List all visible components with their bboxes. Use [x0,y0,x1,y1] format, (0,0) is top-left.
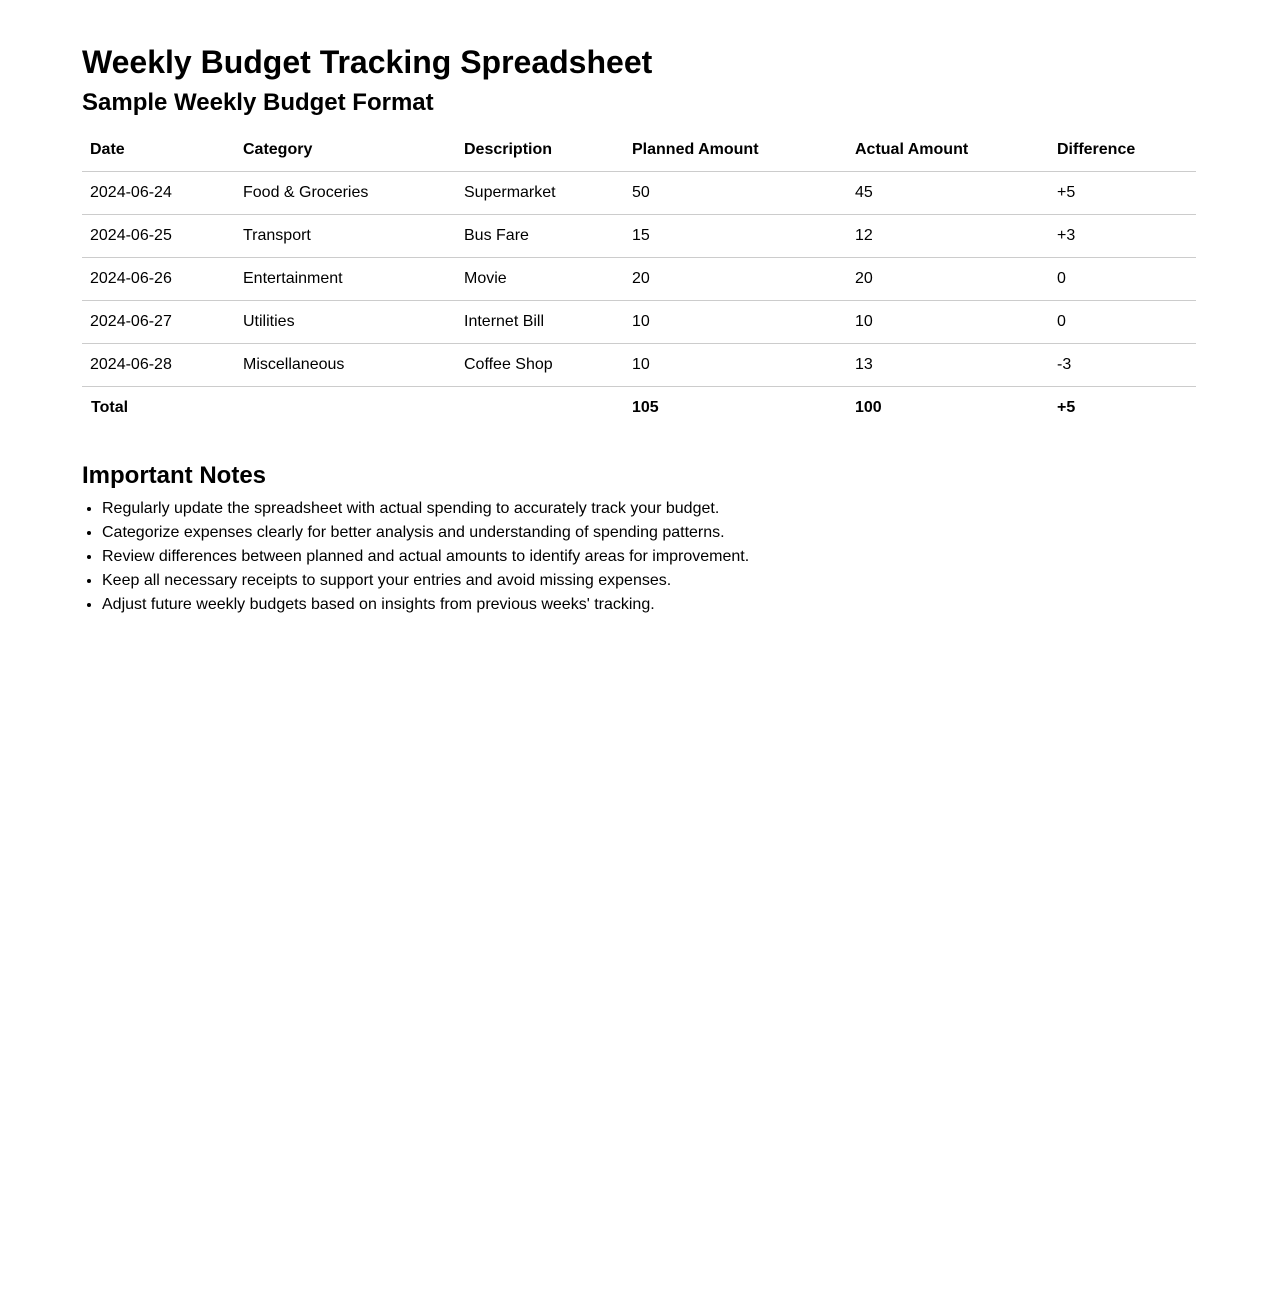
cell-description: Movie [456,258,624,301]
cell-description: Supermarket [456,172,624,215]
table-row [82,344,1196,387]
header-difference: Difference [1049,129,1196,172]
list-item: • Adjust future weekly budgets based on insights from previous weeks' tracking. [102,593,1196,617]
cell-difference: 0 [1049,258,1196,301]
cell-date: 2024-06-28 [82,344,235,387]
total-planned: 105 [632,399,659,416]
cell-category: Miscellaneous [235,344,456,387]
cell-category: Entertainment [235,258,456,301]
cell-actual: 10 [847,301,1049,344]
cell-planned: 10 [624,344,847,387]
header-date: Date [82,129,235,172]
cell-difference: +5 [1049,172,1196,215]
cell-category: Transport [235,215,456,258]
table-row [82,172,1196,215]
cell-description: Bus Fare [456,215,624,258]
header-description: Description [456,129,624,172]
table-row [82,258,1196,301]
table-row [82,215,1196,258]
table-header-row [82,129,1196,172]
header-category: Category [235,129,456,172]
list-item: • Regularly update the spreadsheet with actual spending to accurately track your budget. [102,497,1196,521]
total-actual: 100 [855,399,882,416]
notes-title: Important Notes [82,462,267,489]
table-total-row [82,387,1196,430]
page-subtitle: Sample Weekly Budget Format [82,89,434,116]
cell-category: Utilities [235,301,456,344]
header-planned-amount: Planned Amount [624,129,847,172]
cell-date: 2024-06-27 [82,301,235,344]
cell-description: Coffee Shop [456,344,624,387]
cell-category: Food & Groceries [235,172,456,215]
cell-date: 2024-06-26 [82,258,235,301]
cell-difference: 0 [1049,301,1196,344]
cell-actual: 12 [847,215,1049,258]
cell-planned: 15 [624,215,847,258]
cell-planned: 50 [624,172,847,215]
cell-date: 2024-06-24 [82,172,235,215]
list-item: • Keep all necessary receipts to support your entries and avoid missing expenses. [102,569,1196,593]
table-row [82,301,1196,344]
page-container [0,0,1196,617]
list-item: • Categorize expenses clearly for better analysis and understanding of spending patterns. [102,521,1196,545]
header-actual-amount: Actual Amount [847,129,1049,172]
page-title: Weekly Budget Tracking Spreadsheet [82,44,653,80]
cell-difference: +3 [1049,215,1196,258]
budget-table [82,129,1196,429]
cell-planned: 20 [624,258,847,301]
cell-planned: 10 [624,301,847,344]
cell-actual: 45 [847,172,1049,215]
cell-description: Internet Bill [456,301,624,344]
total-label: Total [91,399,129,416]
cell-actual: 13 [847,344,1049,387]
cell-date: 2024-06-25 [82,215,235,258]
total-difference: +5 [1057,399,1076,416]
cell-difference: -3 [1049,344,1196,387]
notes-list [82,497,1196,617]
list-item: • Review differences between planned and actual amounts to identify areas for improvement. [102,545,1196,569]
cell-actual: 20 [847,258,1049,301]
